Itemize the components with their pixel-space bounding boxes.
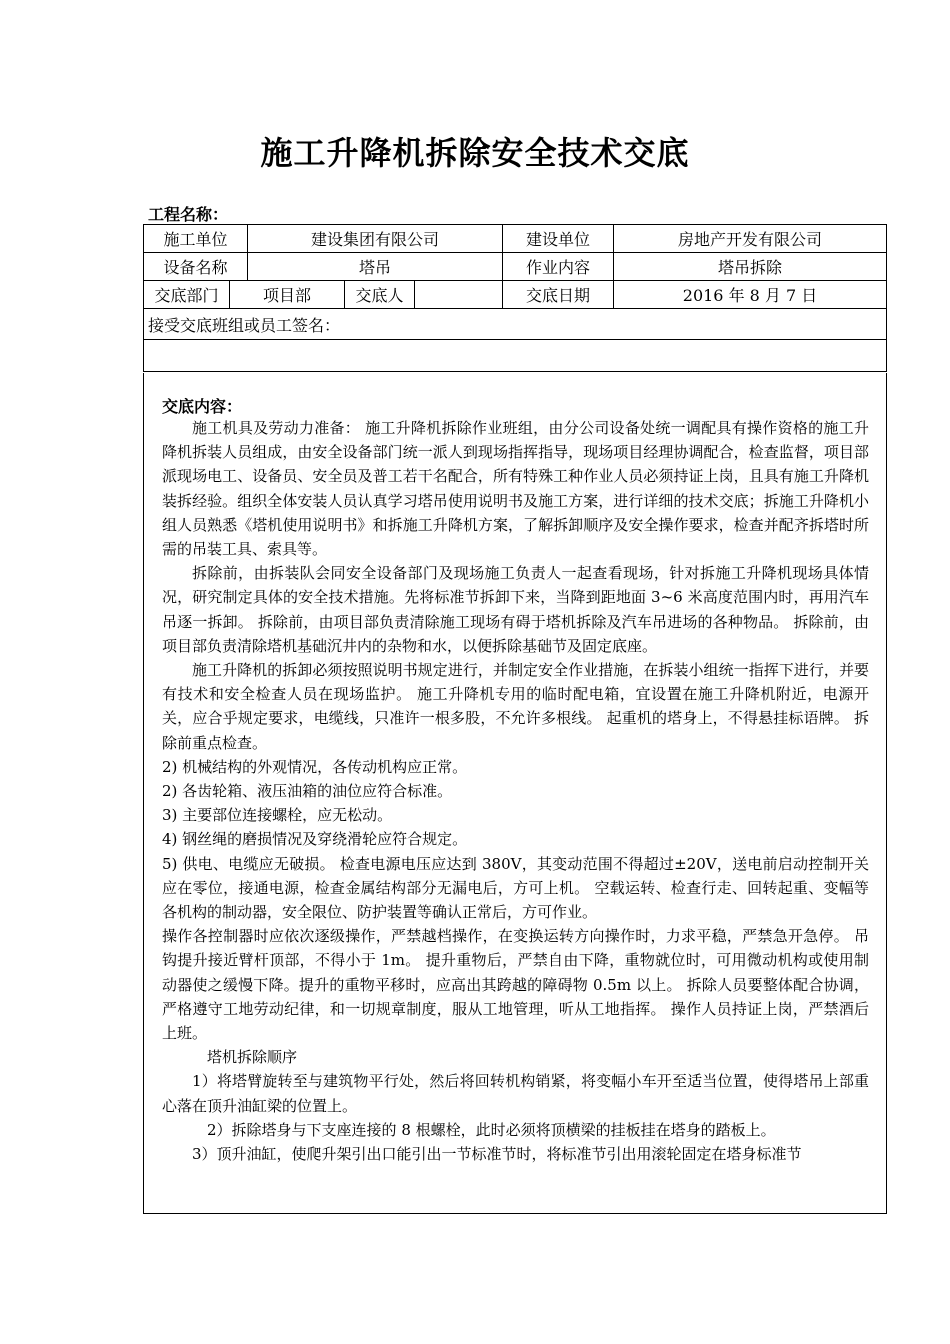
- section-heading: 塔机拆除顺序: [207, 1048, 298, 1067]
- list-item: 1）将塔臂旋转至与建筑物平行处，然后将回转机构销紧，将变幅小车开至适当位置，使得塔吊上部重心落在顶升油缸梁的位置上。: [162, 1072, 869, 1115]
- table-row: [144, 281, 887, 309]
- info-table: [143, 224, 887, 372]
- equipment-label: 设备名称: [144, 253, 248, 281]
- dept-value: 项目部: [230, 281, 345, 309]
- owner-unit-label: 建设单位: [503, 225, 614, 253]
- construction-unit-label: 施工单位: [144, 225, 248, 253]
- paragraph: 5) 供电、电缆应无破损。 检查电源电压应达到 380V，其变动范围不得超过±20V，送电前启动控制开关应在零位，接通电源，检查金属结构部分无漏电后，方可上机。 空载运转、检查行走、回转起重、变幅等各机构的制动器，安全限位、防护装置等确认正常后，方可作业。: [162, 854, 869, 922]
- content-heading: 交底内容：: [162, 397, 243, 416]
- list-item: 2）拆除塔身与下支座连接的 8 根螺栓，此时必须将顶横梁的挂板挂在塔身的踏板上。: [207, 1120, 776, 1139]
- dept-label: 交底部门: [144, 281, 230, 309]
- table-row: [144, 253, 887, 281]
- work-label: 作业内容: [503, 253, 614, 281]
- person-label: 交底人: [345, 281, 415, 309]
- page-title: 施工升降机拆除安全技术交底: [260, 134, 690, 172]
- signature-label: 接受交底班组或员工签名：: [144, 309, 887, 340]
- content-body: [162, 416, 869, 1166]
- paragraph: 施工机具及劳动力准备： 施工升降机拆除作业班组，由分公司设备处统一调配具有操作资格的施工升降机拆装人员组成，由安全设备部门统一派人到现场指挥指导，现场项目经理协调配合，检查监督，项目部派现场电工、设备员、安全员及普工若干名配合，所有特殊工种作业人员必须持证上岗，且具有施工升降机装拆经验。组织全体安装人员认真学习塔吊使用说明书及施工方案，进行详细的技术交底；拆施工升降机小组人员熟悉《塔机使用说明书》和拆施工升降机方案，了解拆卸顺序及安全操作要求，检查并配齐拆塔时所需的吊装工具、索具等。: [162, 419, 869, 559]
- paragraph: 操作各控制器时应依次逐级操作，严禁越档操作，在变换运转方向操作时，力求平稳，严禁急开急停。 吊钩提升接近臂杆顶部，不得小于 1m。 提升重物后，严禁自由下降，重物就位时，可用微动机构或使用制动器使之缓慢下降。提升的重物平移时，应高出其跨越的障碍物 0.5m 以上。 拆除人员要整体配合协调，严格遵守工地劳动纪律，和一切规章制度，服从工地管理，听从工地指挥。 操作人员持证上岗，严禁酒后上班。: [162, 927, 869, 1043]
- date-value: 2016 年 8 月 7 日: [614, 281, 887, 309]
- work-value: 塔吊拆除: [614, 253, 887, 281]
- owner-unit-value: 房地产开发有限公司: [614, 225, 887, 253]
- list-item: 3) 主要部位连接螺栓，应无松动。: [162, 806, 393, 825]
- equipment-value: 塔吊: [248, 253, 503, 281]
- date-label: 交底日期: [503, 281, 614, 309]
- table-row: [144, 225, 887, 253]
- construction-unit-value: 建设集团有限公司: [248, 225, 503, 253]
- list-item: 3）顶升油缸，使爬升架引出口能引出一节标准节时，将标准节引出用滚轮固定在塔身标准节: [192, 1145, 802, 1164]
- table-row: [144, 340, 887, 372]
- paragraph: 拆除前，由拆装队会同安全设备部门及现场施工负责人一起查看现场，针对拆施工升降机现场具体情况，研究制定具体的安全技术措施。先将标准节拆卸下来，当降到距地面 3~6 米高度范围内时，再用汽车吊逐一拆卸。 拆除前，由项目部负责清除施工现场有碍于塔机拆除及汽车吊进场的各种物品。 拆除前，由项目部负责清除塔机基础沉井内的杂物和水，以便拆除基础节及固定底座。: [162, 564, 869, 655]
- list-item: 2) 各齿轮箱、液压油箱的油位应符合标准。: [162, 782, 453, 801]
- list-item: 4) 钢丝绳的磨损情况及穿绕滑轮应符合规定。: [162, 830, 468, 849]
- table-row: [144, 309, 887, 340]
- person-value: [415, 281, 503, 309]
- list-item: 2) 机械结构的外观情况，各传动机构应正常。: [162, 757, 468, 776]
- project-name-label: 工程名称：: [148, 205, 229, 224]
- signature-area: [144, 340, 887, 372]
- paragraph: 施工升降机的拆卸必须按照说明书规定进行，并制定安全作业措施，在拆装小组统一指挥下进行，并要有技术和安全检查人员在现场监护。 施工升降机专用的临时配电箱，宜设置在施工升降机附近，电源开关，应合乎规定要求，电缆线，只准许一根多股，不允许多根线。 起重机的塔身上，不得悬挂标语牌。 拆除前重点检查。: [162, 661, 869, 752]
